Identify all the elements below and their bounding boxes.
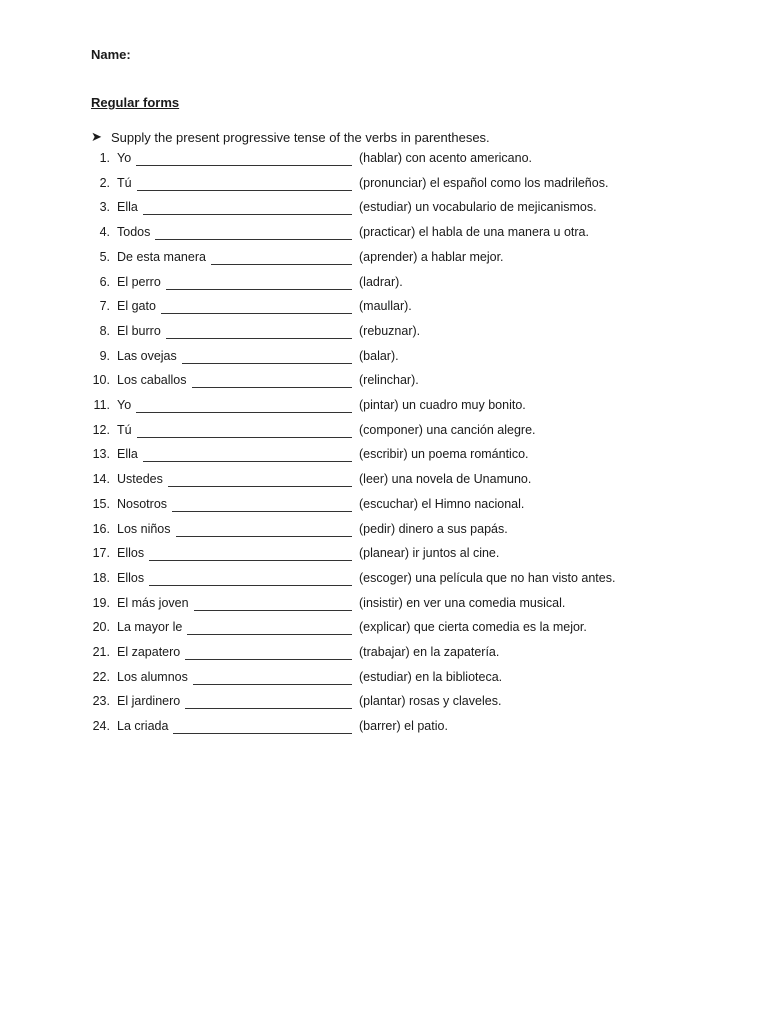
answer-blank[interactable] xyxy=(143,461,352,462)
item-number: 6. xyxy=(99,274,110,289)
exercise-item xyxy=(0,571,768,591)
item-prompt: (practicar) el habla de una manera u otra. xyxy=(359,225,589,240)
item-number: 8. xyxy=(99,323,110,338)
item-subject: Nosotros xyxy=(117,496,168,511)
item-number: 10. xyxy=(92,373,110,388)
item-prompt: (rebuznar). xyxy=(359,323,421,338)
item-subject: Los niños xyxy=(117,521,171,536)
instruction-text: Supply the present progressive tense of the verbs in parentheses. xyxy=(111,129,490,145)
exercise-item xyxy=(0,275,768,295)
exercise-item xyxy=(0,349,768,369)
answer-blank[interactable] xyxy=(185,659,352,660)
exercise-item xyxy=(0,546,768,566)
item-subject: Yo xyxy=(117,398,132,412)
item-subject: La mayor le xyxy=(117,620,183,635)
item-number: 22. xyxy=(92,669,110,684)
item-number: 13. xyxy=(92,447,110,462)
item-number: 2. xyxy=(99,175,110,190)
item-prompt: (balar). xyxy=(359,348,399,363)
item-subject: Todos xyxy=(117,225,151,240)
item-number: 17. xyxy=(92,546,110,561)
item-number: 16. xyxy=(92,521,110,536)
item-subject: De esta manera xyxy=(117,249,206,264)
item-number: 5. xyxy=(99,249,110,264)
exercise-item xyxy=(0,670,768,690)
answer-blank[interactable] xyxy=(173,733,352,734)
item-prompt: (pronunciar) el español como los madrileños. xyxy=(359,175,609,190)
exercise-item xyxy=(0,497,768,517)
exercise-item xyxy=(0,398,768,418)
item-number: 14. xyxy=(92,472,110,487)
item-prompt: (plantar) rosas y claveles. xyxy=(359,694,502,709)
item-prompt: (insistir) en ver una comedia musical. xyxy=(359,595,566,610)
item-number: 19. xyxy=(92,595,110,610)
answer-blank[interactable] xyxy=(143,214,352,215)
item-subject: El gato xyxy=(117,299,156,314)
item-prompt: (escuchar) el Himno nacional. xyxy=(359,496,525,511)
item-prompt: (planear) ir juntos al cine. xyxy=(359,546,500,561)
item-prompt: (barrer) el patio. xyxy=(359,719,448,734)
item-subject: Los caballos xyxy=(117,373,187,388)
item-subject: Yo xyxy=(117,151,132,165)
answer-blank[interactable] xyxy=(161,313,352,314)
item-number: 12. xyxy=(92,422,110,437)
item-number: 4. xyxy=(99,225,110,240)
answer-blank[interactable] xyxy=(194,610,352,611)
item-subject: Tú xyxy=(117,175,132,190)
item-prompt: (aprender) a hablar mejor. xyxy=(359,249,504,264)
item-subject: El zapatero xyxy=(117,645,181,659)
item-prompt: (trabajar) en la zapatería. xyxy=(359,645,500,659)
exercise-item xyxy=(0,250,768,270)
item-number: 1. xyxy=(99,151,110,165)
answer-blank[interactable] xyxy=(211,264,352,265)
item-prompt: (maullar). xyxy=(359,299,412,314)
answer-blank[interactable] xyxy=(137,437,352,438)
item-subject: Ellos xyxy=(117,570,145,585)
item-prompt: (hablar) con acento americano. xyxy=(359,151,533,165)
item-subject: Tú xyxy=(117,422,132,437)
section-title: Regular forms xyxy=(91,95,180,110)
exercise-item xyxy=(0,151,768,171)
item-subject: El burro xyxy=(117,323,161,338)
exercise-item xyxy=(0,225,768,245)
answer-blank[interactable] xyxy=(187,634,352,635)
item-subject: El perro xyxy=(117,274,161,289)
answer-blank[interactable] xyxy=(149,560,352,561)
item-subject: El jardinero xyxy=(117,694,181,709)
exercise-item xyxy=(0,176,768,196)
answer-blank[interactable] xyxy=(168,486,352,487)
exercise-item xyxy=(0,200,768,220)
exercise-item xyxy=(0,447,768,467)
item-prompt: (leer) una novela de Unamuno. xyxy=(359,472,532,487)
item-number: 3. xyxy=(99,200,110,215)
item-number: 24. xyxy=(92,719,110,734)
exercise-item xyxy=(0,472,768,492)
exercise-item xyxy=(0,522,768,542)
answer-blank[interactable] xyxy=(155,239,352,240)
item-subject: Las ovejas xyxy=(117,348,177,363)
item-number: 21. xyxy=(92,645,110,659)
exercise-item xyxy=(0,620,768,640)
item-prompt: (relinchar). xyxy=(359,373,419,388)
item-subject: Ella xyxy=(117,200,138,215)
answer-blank[interactable] xyxy=(182,363,352,364)
exercise-item xyxy=(0,645,768,665)
item-number: 20. xyxy=(92,620,110,635)
item-number: 11. xyxy=(93,398,110,412)
answer-blank[interactable] xyxy=(136,412,352,413)
exercise-item xyxy=(0,299,768,319)
item-subject: Los alumnos xyxy=(117,669,188,684)
exercise-item xyxy=(0,719,768,739)
exercise-item xyxy=(0,694,768,714)
item-number: 15. xyxy=(92,496,110,511)
answer-blank[interactable] xyxy=(136,165,352,166)
item-number: 7. xyxy=(99,299,110,314)
answer-blank[interactable] xyxy=(149,585,352,586)
item-prompt: (estudiar) un vocabulario de mejicanismos. xyxy=(359,200,597,215)
exercise-item xyxy=(0,324,768,344)
item-prompt: (componer) una canción alegre. xyxy=(359,422,536,437)
item-prompt: (explicar) que cierta comedia es la mejor. xyxy=(359,620,587,635)
item-number: 18. xyxy=(92,570,110,585)
answer-blank[interactable] xyxy=(166,289,352,290)
item-prompt: (estudiar) en la biblioteca. xyxy=(359,669,503,684)
item-number: 23. xyxy=(92,694,110,709)
answer-blank[interactable] xyxy=(172,511,352,512)
instruction xyxy=(91,129,490,145)
name-label: Name: xyxy=(91,47,131,62)
item-prompt: (ladrar). xyxy=(359,274,403,289)
exercise-item xyxy=(0,423,768,443)
answer-blank[interactable] xyxy=(185,708,352,709)
item-subject: Ellos xyxy=(117,546,145,561)
answer-blank[interactable] xyxy=(193,684,352,685)
item-number: 9. xyxy=(99,348,110,363)
item-prompt: (escribir) un poema romántico. xyxy=(359,447,529,462)
answer-blank[interactable] xyxy=(192,387,353,388)
exercise-item xyxy=(0,596,768,616)
item-prompt: (escoger) una película que no han visto antes. xyxy=(359,570,616,585)
item-prompt: (pintar) un cuadro muy bonito. xyxy=(359,398,526,412)
item-subject: La criada xyxy=(117,719,169,734)
answer-blank[interactable] xyxy=(166,338,352,339)
arrow-right-icon: ➤ xyxy=(91,129,102,144)
item-subject: Ustedes xyxy=(117,472,163,487)
answer-blank[interactable] xyxy=(137,190,352,191)
item-prompt: (pedir) dinero a sus papás. xyxy=(359,521,508,536)
item-subject: Ella xyxy=(117,447,138,462)
exercise-item xyxy=(0,373,768,393)
item-subject: El más joven xyxy=(117,595,189,610)
answer-blank[interactable] xyxy=(176,536,352,537)
